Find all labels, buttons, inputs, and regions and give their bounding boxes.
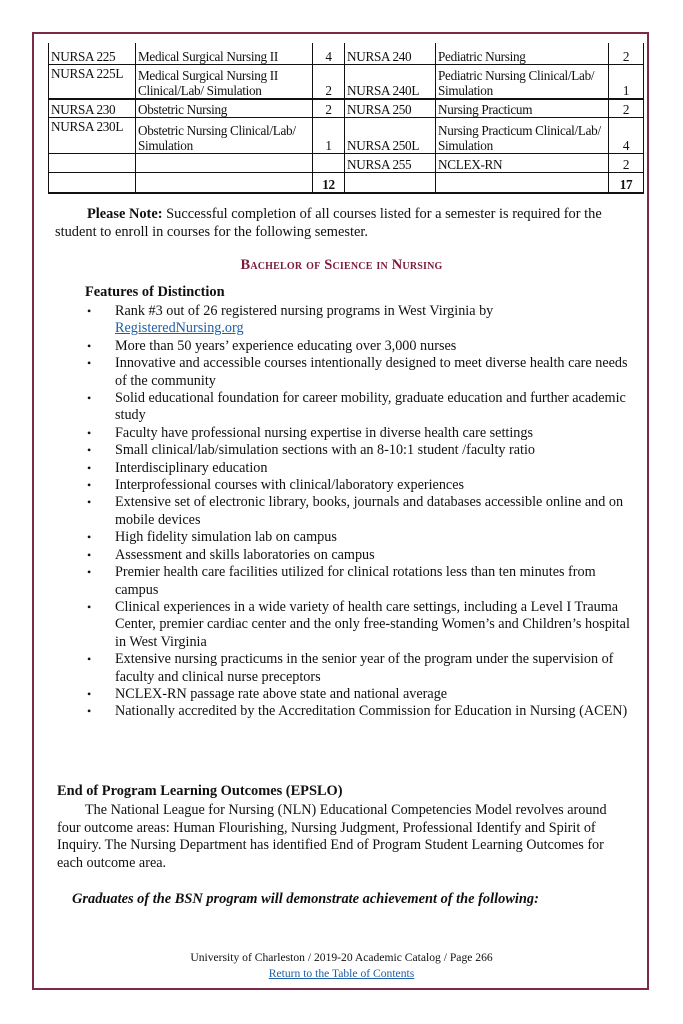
list-item-text: Faculty have professional nursing expertise in diverse health care settings <box>115 424 534 441</box>
list-item <box>85 338 630 355</box>
list-item-text: Innovative and accessible courses intentionally designed to meet diverse health care needs of the community <box>115 355 628 389</box>
outcomes-paragraph <box>57 802 629 872</box>
list-item <box>85 494 630 529</box>
semester-2-total: 17 <box>609 173 644 194</box>
course-credits: 4 <box>609 118 644 154</box>
course-title: Pediatric Nursing <box>436 43 609 65</box>
list-item-text: Premier health care facilities utilized for clinical rotations less than ten minutes from campus <box>115 564 596 598</box>
bullet-icon: • <box>87 547 92 562</box>
empty-cell <box>136 173 313 194</box>
bullet-icon: • <box>87 391 92 406</box>
course-credits: 2 <box>609 43 644 65</box>
course-credits: 2 <box>609 99 644 118</box>
list-item-text: High fidelity simulation lab on campus <box>115 529 337 546</box>
please-note-paragraph <box>55 205 630 241</box>
course-credits <box>313 154 345 173</box>
list-item-text: Extensive set of electronic library, books, journals and databases accessible online and on mobile devices <box>115 494 624 528</box>
list-item-text: Rank #3 out of 26 registered nursing programs in West Virginia by <box>115 303 494 319</box>
course-code: NURSA 225L <box>49 65 136 100</box>
list-item-text: Nationally accredited by the Accreditation Commission for Education in Nursing (ACEN) <box>115 703 628 720</box>
features-heading: Features of Distinction <box>85 284 225 300</box>
list-item <box>85 390 630 425</box>
list-item <box>85 529 630 546</box>
course-credits: 2 <box>609 154 644 173</box>
course-title: Nursing Practicum <box>436 99 609 118</box>
bullet-icon: • <box>87 565 92 580</box>
course-title: Obstetric Nursing Clinical/Lab/ Simulation <box>136 118 313 154</box>
empty-cell <box>49 173 136 194</box>
list-item-text: Extensive nursing practicums in the senior year of the program under the supervision of faculty and clinical nurse preceptors <box>115 651 614 685</box>
course-credits: 1 <box>609 65 644 100</box>
list-item <box>85 355 630 390</box>
list-item-text: Small clinical/lab/simulation sections with an 8-10:1 student /faculty ratio <box>115 442 536 459</box>
course-code: NURSA 250 <box>345 99 436 118</box>
section-heading: Bachelor of Science in Nursing <box>240 257 443 273</box>
list-item-text: Interprofessional courses with clinical/laboratory experiences <box>115 477 465 494</box>
graduates-statement: Graduates of the BSN program will demonstrate achievement of the following: <box>72 891 539 907</box>
empty-cell <box>345 173 436 194</box>
bullet-icon: • <box>87 338 92 353</box>
course-credits: 1 <box>313 118 345 154</box>
list-item <box>85 564 630 599</box>
bullet-icon: • <box>87 495 92 510</box>
note-text: Successful completion of all courses listed for a semester is required for the student to enroll in courses for the following semester. <box>55 206 602 240</box>
list-item <box>85 651 630 686</box>
bullet-icon: • <box>87 530 92 545</box>
table-row <box>49 43 644 65</box>
course-title: Nursing Practicum Clinical/Lab/ Simulation <box>436 118 609 154</box>
course-title: Medical Surgical Nursing II Clinical/Lab/ Simulation <box>136 65 313 100</box>
bullet-icon: • <box>87 652 92 667</box>
bullet-icon: • <box>87 599 92 614</box>
list-item <box>85 477 630 494</box>
footer-text: University of Charleston / 2019-20 Academic Catalog / Page 266 <box>190 951 493 964</box>
bullet-icon: • <box>87 478 92 493</box>
table-row <box>49 99 644 118</box>
course-table <box>48 43 644 194</box>
table-totals-row <box>49 173 644 194</box>
course-code: NURSA 225 <box>49 43 136 65</box>
list-item-text: NCLEX-RN passage rate above state and national average <box>115 685 448 702</box>
course-code: NURSA 250L <box>345 118 436 154</box>
list-item <box>85 686 630 703</box>
bullet-icon: • <box>87 704 92 719</box>
return-to-toc-link[interactable]: Return to the Table of Contents <box>268 967 415 980</box>
course-title: Medical Surgical Nursing II <box>136 43 313 65</box>
table-row <box>49 154 644 173</box>
course-credits: 4 <box>313 43 345 65</box>
list-item <box>85 442 630 459</box>
course-title: NCLEX-RN <box>436 154 609 173</box>
course-code: NURSA 240 <box>345 43 436 65</box>
footer-link-container <box>0 967 683 980</box>
bullet-icon: • <box>87 443 92 458</box>
registerednursing-link[interactable]: RegisteredNursing.org <box>115 320 244 337</box>
list-item <box>85 547 630 564</box>
bullet-icon: • <box>87 356 92 371</box>
note-label: Please Note: <box>87 206 163 222</box>
list-item-text: More than 50 years’ experience educating over 3,000 nurses <box>115 337 457 354</box>
course-credits: 2 <box>313 65 345 100</box>
course-title: Obstetric Nursing <box>136 99 313 118</box>
list-item <box>85 460 630 477</box>
course-code: NURSA 255 <box>345 154 436 173</box>
list-item <box>85 599 630 651</box>
list-item <box>85 303 630 338</box>
bullet-icon: • <box>87 304 92 318</box>
table-row <box>49 65 644 100</box>
bullet-icon: • <box>87 460 92 475</box>
empty-cell <box>436 173 609 194</box>
course-title: Pediatric Nursing Clinical/Lab/ Simulation <box>436 65 609 100</box>
list-item-text: Assessment and skills laboratories on campus <box>115 546 375 563</box>
list-item-text: Clinical experiences in a wide variety of health care settings, including a Level I Trauma Center, premier cardiac center and the only free-standing Women’s and Children’s hospital in West Virginia <box>115 598 630 650</box>
course-code: NURSA 230L <box>49 118 136 154</box>
semester-1-total: 12 <box>313 173 345 194</box>
course-code: NURSA 230 <box>49 99 136 118</box>
table-row <box>49 118 644 154</box>
bullet-icon: • <box>87 686 92 701</box>
outcomes-paragraph-text: The National League for Nursing (NLN) Educational Competencies Model revolves around four outcome areas: Human Flourishing, Nursing Judgment, Professional Identify and Spirit of Inquiry. The Nursing Department has identified End of Program Student Learning Outcomes for each outcome area. <box>57 802 607 871</box>
list-item-text: Solid educational foundation for career mobility, graduate education and further academic study <box>115 390 626 424</box>
features-list <box>85 303 630 721</box>
course-title <box>136 154 313 173</box>
bullet-icon: • <box>87 425 92 440</box>
course-credits: 2 <box>313 99 345 118</box>
course-code: NURSA 240L <box>345 65 436 100</box>
outcomes-heading: End of Program Learning Outcomes (EPSLO) <box>57 783 343 799</box>
list-item <box>85 425 630 442</box>
list-item-text: Interdisciplinary education <box>115 459 268 476</box>
list-item <box>85 703 630 720</box>
course-code <box>49 154 136 173</box>
